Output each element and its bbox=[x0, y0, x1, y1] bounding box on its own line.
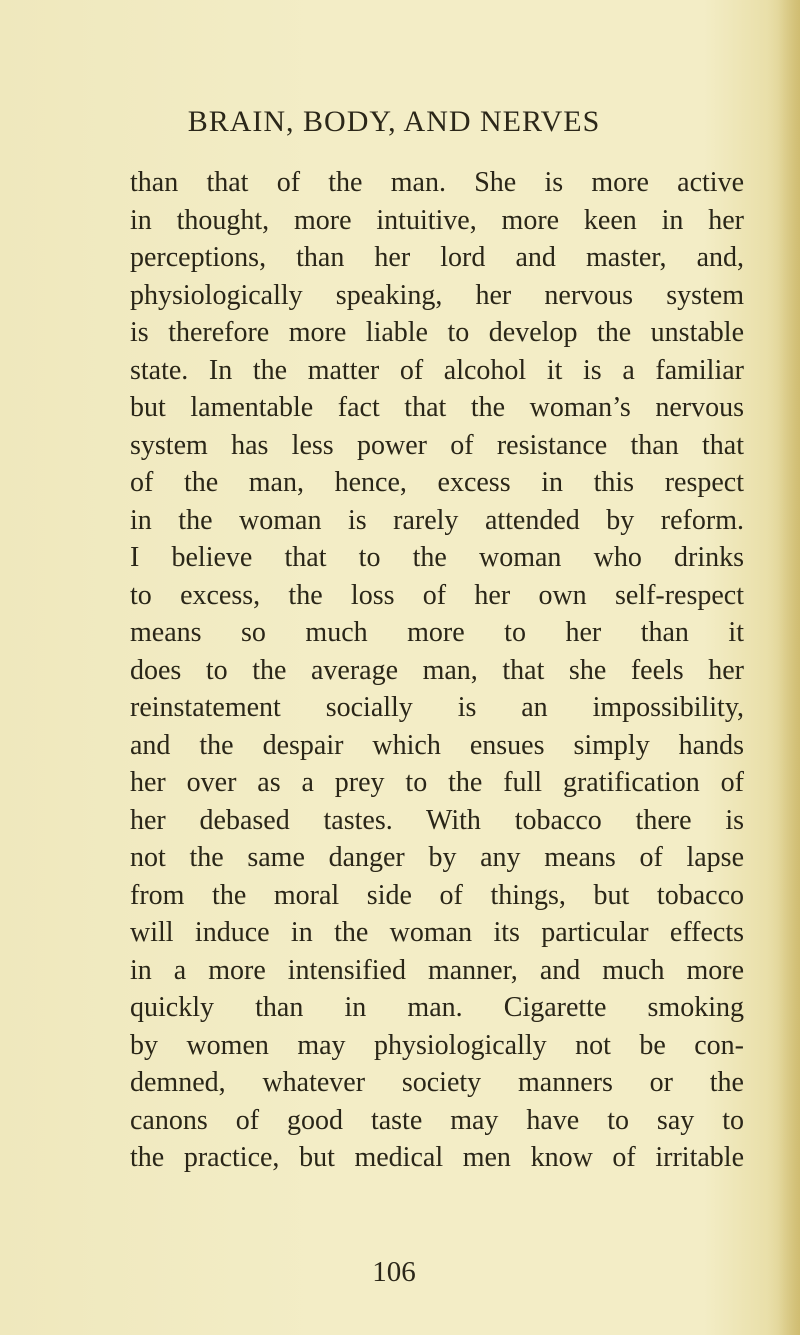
text-line: perceptions, than her lord and master, and, bbox=[130, 242, 744, 273]
text-line: demned, whatever society manners or the bbox=[130, 1067, 744, 1098]
text-line: system has less power of resistance than that bbox=[130, 429, 744, 461]
text-line: reinstatement socially is an impossibility, bbox=[130, 692, 744, 723]
text-line: the practice, but medical men know of irritable bbox=[130, 1142, 744, 1173]
page-number: 106 bbox=[372, 1256, 416, 1288]
text-line: and the despair which ensues simply hands bbox=[130, 729, 744, 761]
text-line: canons of good taste may have to say to bbox=[130, 1104, 744, 1136]
text-line: in a more intensified manner, and much more bbox=[130, 954, 744, 986]
text-line: to excess, the loss of her own self-respect bbox=[130, 579, 744, 611]
text-line: in thought, more intuitive, more keen in her bbox=[130, 204, 744, 236]
text-line: from the moral side of things, but tobacco bbox=[130, 879, 744, 911]
body-text bbox=[130, 164, 744, 1177]
text-line: state. In the matter of alcohol it is a familiar bbox=[130, 354, 744, 386]
text-line: will induce in the woman its particular effects bbox=[130, 917, 744, 948]
text-line: means so much more to her than it bbox=[130, 617, 744, 648]
text-line: physiologically speaking, her nervous system bbox=[130, 279, 744, 311]
text-line: quickly than in man. Cigarette smoking bbox=[130, 992, 744, 1023]
text-line: does to the average man, that she feels her bbox=[130, 654, 744, 686]
text-line: I believe that to the woman who drinks bbox=[130, 542, 744, 573]
page-edge-shading bbox=[778, 0, 800, 1335]
running-head: BRAIN, BODY, AND NERVES bbox=[187, 105, 601, 138]
text-line: but lamentable fact that the woman’s nervous bbox=[130, 392, 744, 423]
text-line: of the man, hence, excess in this respect bbox=[130, 467, 744, 498]
text-line: is therefore more liable to develop the unstable bbox=[130, 317, 744, 348]
text-line: in the woman is rarely attended by reform. bbox=[130, 504, 744, 536]
text-line: than that of the man. She is more active bbox=[130, 167, 744, 198]
text-line: by women may physiologically not be con- bbox=[130, 1029, 744, 1061]
text-line: not the same danger by any means of lapse bbox=[130, 842, 744, 873]
text-line: her over as a prey to the full gratification of bbox=[130, 767, 744, 798]
text-line: her debased tastes. With tobacco there is bbox=[130, 804, 744, 836]
